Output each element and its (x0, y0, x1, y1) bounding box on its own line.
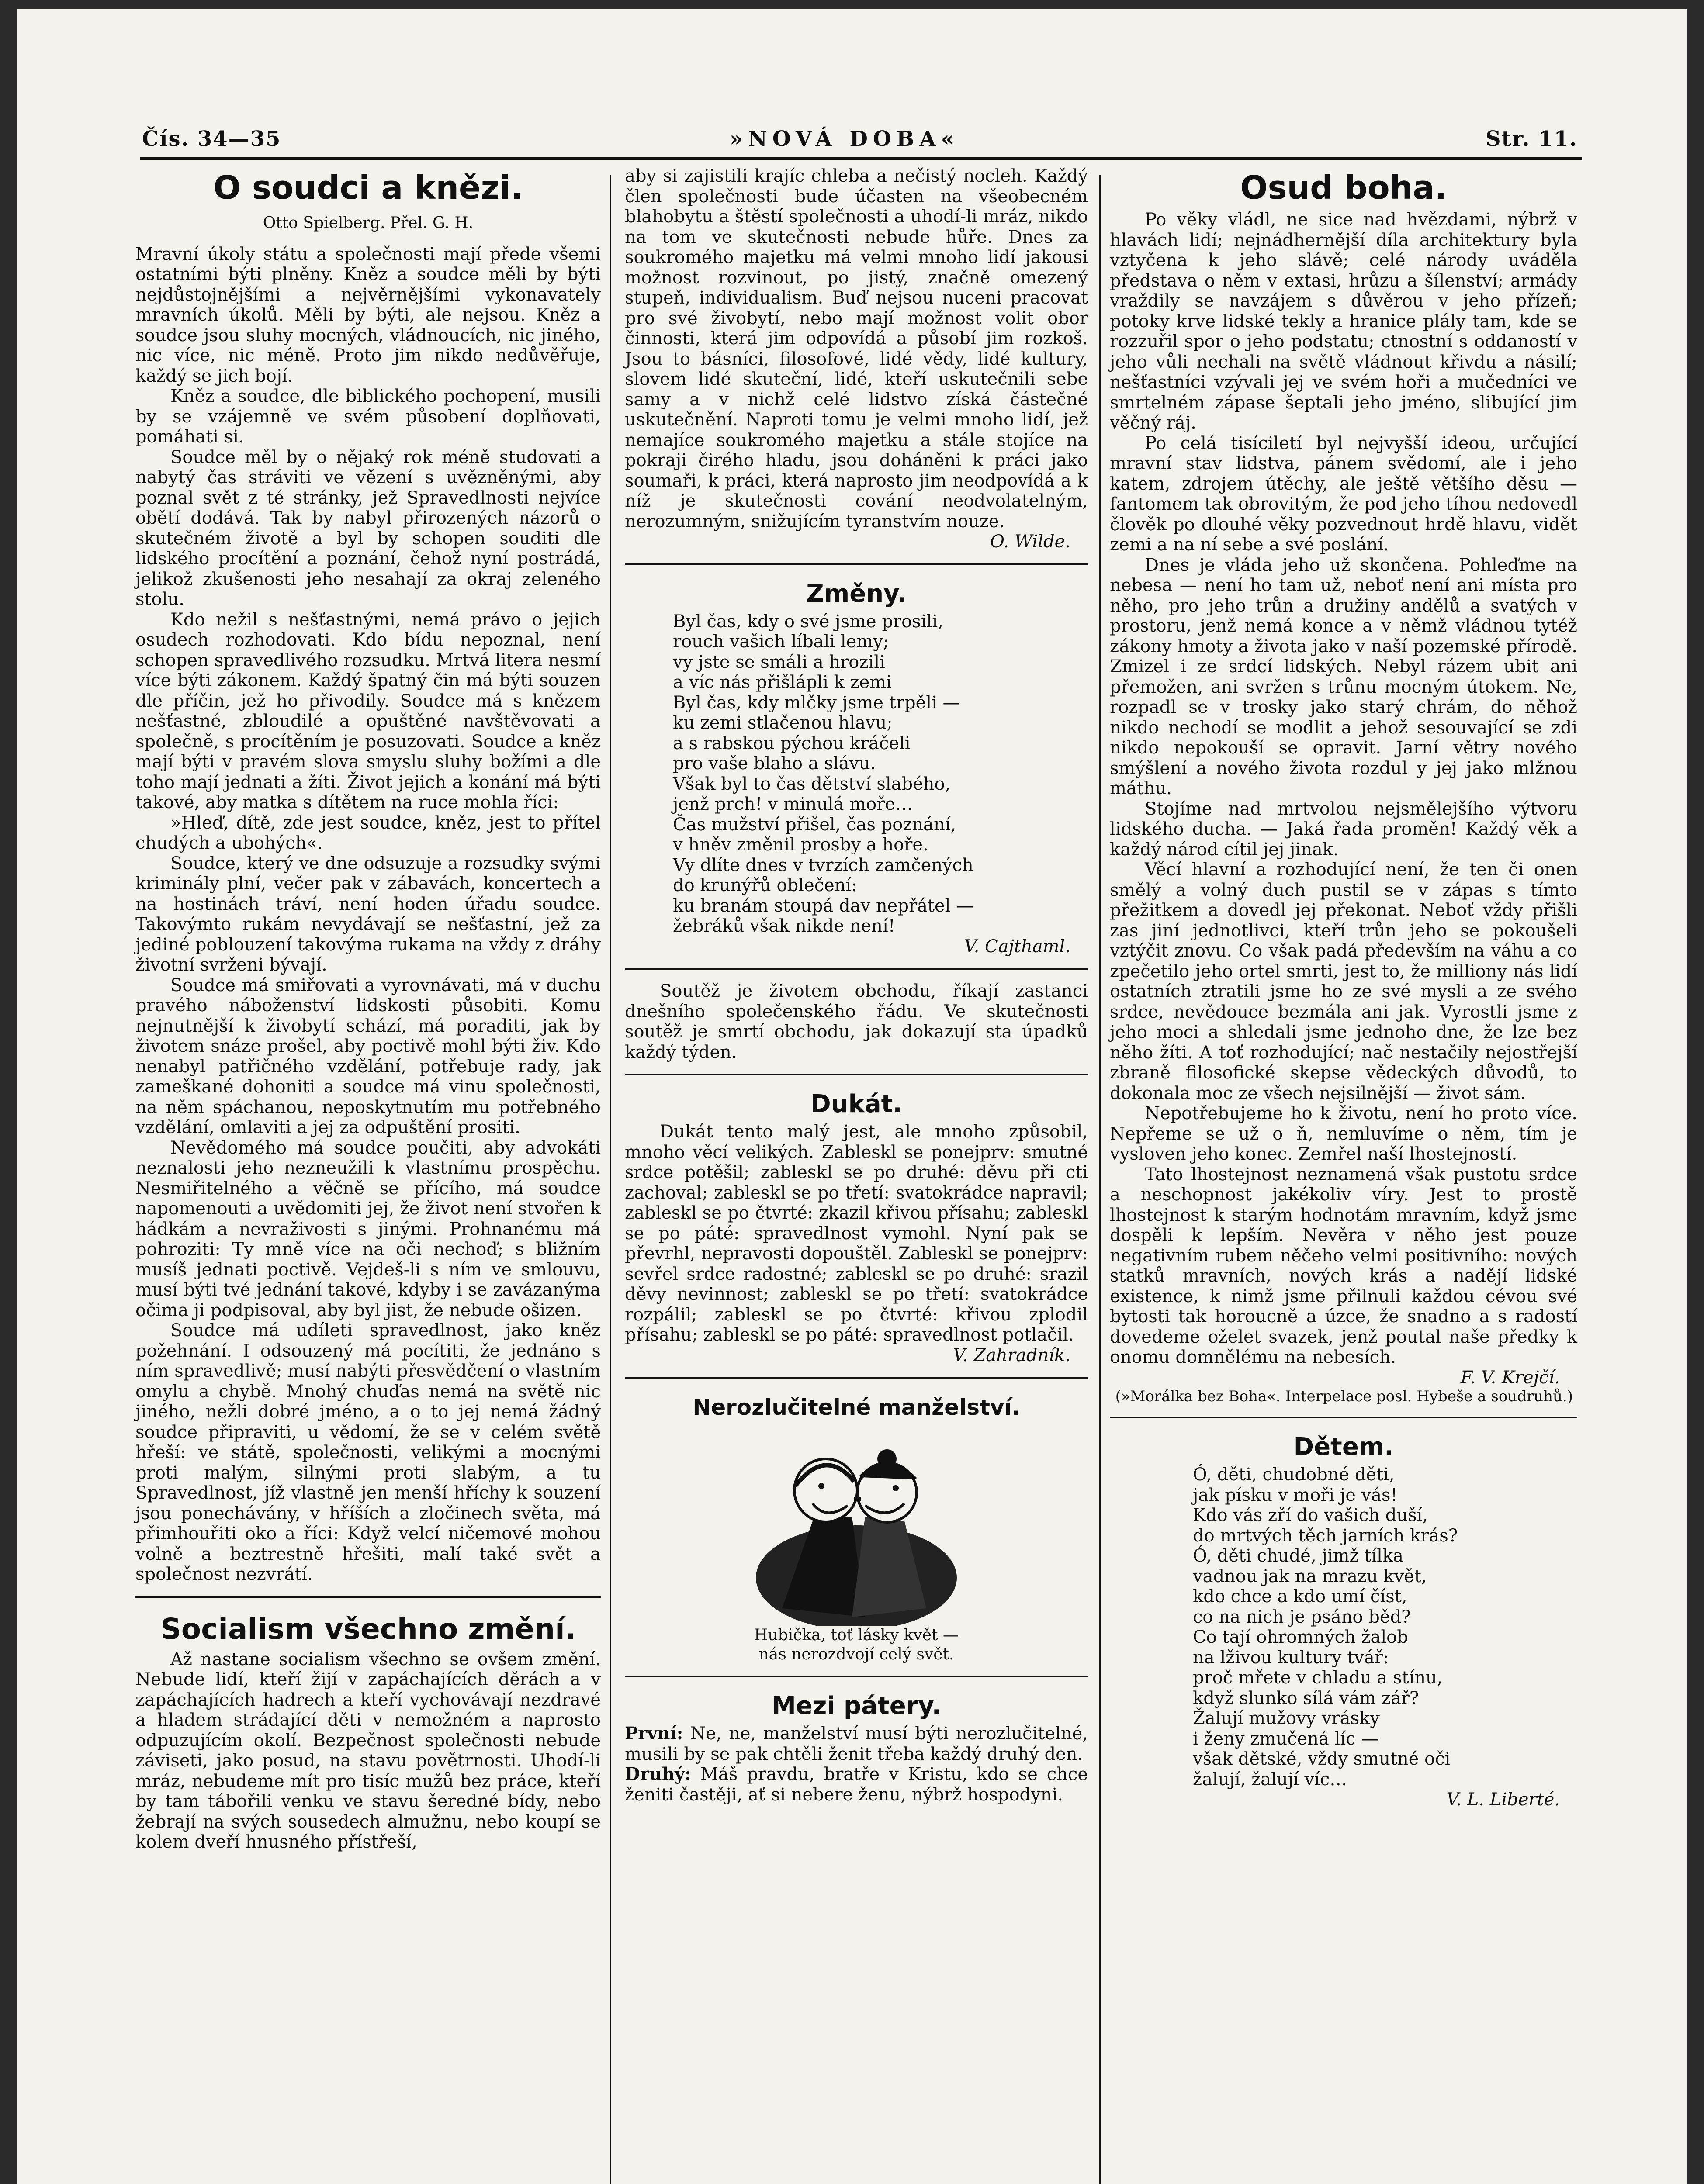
cartoon-title: Nerozlučitelné manželství. (693, 1395, 1020, 1420)
article-title-patery: Mezi pátery. (772, 1692, 941, 1720)
paragraph: Nevědomého má soudce poučiti, aby advokáti neznalosti jeho nezneužili k vlastnímu prospěchu. Nesmiřitelného a věčně se přícího, má soudce napomenouti a uvědomiti jej, že život není stvořen k hádkám a nevraživosti s jinými. Prohnanému má pohroziti: Ty mně více na oči nechoď; s bližním musíš jednati poctivě. Vejdeš-li s ním ve smlouvu, musí býti tvé jednání takové, kdyby i se zavázanýma očima ji podpisoval, aby byl jist, že nebude ošizen. (135, 1137, 601, 1320)
poem-stanza: Vy dlíte dnes v tvrzích zamčených do krunýřů oblečení: ku branám stoupá dav nepřátel — žebráků však nikde není! (673, 855, 974, 936)
column-3 (1110, 166, 1577, 1810)
article-title-dukat: Dukát. (810, 1090, 902, 1118)
dialogue-line (625, 1764, 1088, 1805)
paragraph: Soudce má udíleti spravedlnost, jako kněz požehnání. I odsouzený má pocítiti, že jednáno s ním spravedlivě; musí nabýti přesvědčení o vlastním omylu a chybě. Mnohý chuďas nemá na světě nic jiného, nežli dobré jméno, a o to jej nemá žádný soudce připraviti, u vědomí, že se v celém světě hřeší: ve státě, společnosti, velikými a mocnými proti malým, silnými proti slabým, a tu Spravedlnost, jíž vlastně jen menší hříchy k souzení jsou ponechávány, v hříších a zločinech světa, má přimhouřiti oko a říci: Když velcí ničemové mohou volně a beztrestně hřešiti, malí také svět a společnost nezvrátí. (135, 1320, 601, 1584)
signature: V. L. Liberté. (1446, 1790, 1560, 1810)
paragraph-continuation: aby si zajistili krajíc chleba a nečistý nocleh. Každý člen společnosti bude účasten na všeobecném blahobytu a štěstí společnosti a uhodí-li mráz, nikdo na tom ve skutečnosti nebude hůře. Dnes za soukromého majetku má velmi mnoho lidí jakousi možnost rozvinout, po jistý, značně omezený stupeň, individualism. Buď nejsou nuceni pracovat pro své živobytí, nebo mají možnost volit obor činnosti, která jim odpovídá a působí jim rozkoš. Jsou to básníci, filosofové, lidé vědy, lidé kultury, slovem lidé skuteční, lidé, kteří uskutečnili sebe samy a v nichž celé lidstvo získá částečné uskutečnění. Naproti tomu je velmi mnoho lidí, jež nemajíce soukromého majetku a stále stojíce na pokraji čirého hladu, jsou doháněni k práci jako soumaři, k práci, která naprosto jim neodpovídá a k níž je skutečnosti cování neodvolatelným, nerozumným, snižujícím tyranstvím nouze. (625, 166, 1088, 532)
poem-stanza: Byl čas, kdy o své jsme prosili, rouch vašich líbali lemy; vy jste se smáli a hrozili a víc nás přišlápli k zemi (673, 611, 943, 692)
article-separator (625, 1676, 1088, 1677)
article-separator (625, 563, 1088, 565)
newspaper-title: »NOVÁ DOBA« (730, 127, 959, 151)
cartoon-illustration (682, 1434, 1031, 1626)
poem-title-zmeny: Změny. (806, 579, 907, 608)
article-title-soudci: O soudci a knězi. (213, 169, 523, 207)
poem-stanza: Však byl to čas dětství slabého, jenž prch! v minulá moře… Čas mužství přišel, čas poznání, v hněv změnil prosby a hoře. (673, 774, 956, 855)
dialogue-text: Máš pravdu, bratře v Kristu, kdo se chce ženiti častěji, ať si nebere ženu, nýbrž hospodyni. (625, 1764, 1088, 1805)
speaker: Druhý: (625, 1764, 691, 1784)
source-note: (»Morálka bez Boha«. Interpelace posl. Hybeše a soudruhů.) (1115, 1388, 1573, 1405)
poem-stanza: Žalují mužovy vrásky i ženy zmučená líc — však dětské, vždy smutné oči žalují, žalují víc… (1193, 1708, 1451, 1790)
poem-title-detem: Dětem. (1293, 1433, 1394, 1461)
paragraph: »Hleď, dítě, zde jest soudce, kněz, jest to přítel chudých a ubohých«. (135, 812, 601, 853)
article-title-socialism: Socialism všechno změní. (160, 1612, 576, 1646)
signature: V. Cajthaml. (964, 936, 1070, 957)
paragraph: Soudce má smiřovati a vyrovnávati, má v duchu pravého náboženství lidskosti působiti. Komu nejnutnější k živobytí schází, má poraditi, jak by životem snáze prošel, aby poctivě mohl býti živ. Kdo nenabyl patřičného vzdělání, potřebuje rady, jak zameškané dohoniti a soudce má vinu společnosti, na něm spáchanou, neposkytnutím mu potřebného vzdělání, omlaviti a jej za odpuštění prositi. (135, 975, 601, 1137)
paragraph: Soudce měl by o nějaký rok méně studovati a nabytý čas stráviti ve vězení s uvězněnými, aby poznal svět z té stránky, jež Spravedlnosti nejvíce obětí dodává. Tak by nabyl přirozených názorů o skutečném životě a byl by schopen souditi dle lidského procítění a poznání, čehož nyní postrádá, jelikož zkušenosti jeho nesahají za okraj zeleného stolu. (135, 447, 601, 609)
header-rule (140, 157, 1582, 160)
article-title-osud: Osud boha. (1240, 169, 1447, 207)
cartoon-caption: Hubička, toť lásky květ — nás nerozdvojí celý svět. (754, 1626, 959, 1663)
paragraph: Kdo nežil s nešťastnými, nemá právo o jejich osudech rozhodovati. Kdo bídu nepoznal, není schopen spravedlivého rozsudku. Mrtvá litera nesmí více býti zákonem. Každý špatný čin má býti souzen dle příčin, jež ho přivodily. Soudce má s knězem nešťastné, zbloudilé a opuštěné navštěvovati a společně, s procítěním je posuzovati. Soudce a kněz mají býti v pravém slova smyslu sluhy božími a dle toho mají jednati a žíti. Život jejich a konání má býti takové, aby matka s dítětem na ruce mohla říci: (135, 609, 601, 812)
column-1 (135, 166, 601, 1852)
paragraph: Dukát tento malý jest, ale mnoho způsobil, mnoho věcí velikých. Zableskl se ponejprv: smutné srdce potěšil; zableskl se po druhé: děvu při cti zachoval; zableskl se po třetí: svatokrádce napravil; zableskl se po čtvrté: zkazil křivou přísahu; zableskl se po páté: spravedlnost vymohl. Nyní pak se převrhl, nepravosti dopouštěl. Zableskl se ponejprv: sevřel srdce radostné; zableskl se po druhé: srazil děvy nevinnost; zableskl se po třetí: svatokrádce rozpálil; zableskl se po čtvrté: křivou zplodil přísahu; zableskl se po páté: spravedlnost potlačil. (625, 1122, 1088, 1345)
column-rule-2 (1099, 175, 1101, 2184)
paragraph: Soudce, který ve dne odsuzuje a rozsudky svými kriminály plní, večer pak v zábavách, koncertech a na hostinách tráví, není hoden úřadu soudce. Takovýmto rukám nevydávají se nešťastní, jež za jediné poblouzení takovýma rukama na vždy z dráhy životní svrženi bývají. (135, 853, 601, 975)
article-separator (625, 1074, 1088, 1075)
column-rule-1 (610, 175, 611, 2184)
article-separator (625, 968, 1088, 970)
paragraph: Kněz a soudce, dle biblického pochopení, musili by se vzájemně ve svém působení doplňovati, pomáhati si. (135, 386, 601, 447)
poem-zmeny (625, 612, 1088, 936)
signature: O. Wilde. (990, 532, 1070, 552)
paragraph: Po věky vládl, ne sice nad hvězdami, nýbrž v hlavách lidí; nejnádhernější díla architektury byla vztyčena k jeho slávě; celé národy uváděla představa o něm v extasi, hrůzu a šílenství; armády vraždily se navzájem s důvěrou v jeho přízeň; potoky krve lidské tekly a hranice plály tam, kde se rozzuřil spor o jeho podstatu; ctnostní s oddaností v jeho vůli nechali na světě vládnout křivdu a násilí; nešťastníci vzývali jej ve svém hoři a mučedníci ve smrtelném zápase šeptali jeho jméno, slibující jim věčný ráj. (1110, 210, 1577, 433)
paragraph: Tato lhostejnost neznamená však pustotu srdce a neschopnost jakékoliv víry. Jest to prostě lhostejnost k starým hodnotám mravním, když jsme dospěli k lepším. Nevěra v něho jest pouze negativním rubem něčeho velmi positivního: nových statků mravních, nových krás a nadějí lidské existence, k nimž jsme přilnuli každou cévou své bytosti tak horoucně a úzce, že snadno a s radostí dovedeme oželet svazek, jenž poutal naše předky k onomu domnělému na nebesích. (1110, 1164, 1577, 1367)
dialogue-text: Ne, ne, manželství musí býti nerozlučitelné, musili by se pak chtěli ženit třeba každý druhý den. (625, 1724, 1088, 1764)
article-byline: Otto Spielberg. Přel. G. H. (263, 214, 474, 232)
page-number: Str. 11. (1486, 127, 1578, 151)
issue-number: Čís. 34—35 (142, 127, 281, 151)
poem-stanza: Co tají ohromných žalob na lživou kultury tvář: proč mřete v chladu a stínu, když slunko sílá vám zář? (1193, 1627, 1443, 1708)
article-separator (1110, 1417, 1577, 1418)
signature: F. V. Krejčí. (1460, 1367, 1560, 1388)
paragraph: Stojíme nad mrtvolou nejsmělejšího výtvoru lidského ducha. — Jaká řada proměn! Každý věk a každý národ cítil jej jinak. (1110, 798, 1577, 860)
paragraph: Dnes je vláda jeho už skončena. Pohleďme na nebesa — není ho tam už, neboť není ani místa pro něho, pro jeho trůn a družiny andělů a svatých v prostoru, jenž nemá konce a v němž vládnou tytéž zákony hmoty a života jako v naší pozemské přírodě. Zmizel i ze srdcí lidských. Nebyl rázem ubit ani přemožen, ani svržen s trůnu mocným útokem. Ne, rozpadl se v trosky jako starý chrám, do něhož nikdo nechodí se modlit a jehož sesouvající se zdi nikdo nepokouší se opravit. Jarní větry nového smýšlení a nového života rozdul y jej jako mlžnou máthu. (1110, 555, 1577, 798)
speaker: První: (625, 1723, 683, 1744)
poem-detem (1110, 1465, 1577, 1790)
column-2 (625, 166, 1088, 1805)
article-separator (135, 1596, 601, 1598)
paragraph: Až nastane socialism všechno se ovšem změní. Nebude lidí, kteří žijí v zapáchajících děrách a v zapáchajících hadrech a kteří vychovávají nezdravé a hladem strádající děti v nemožném a naprosto odpuzujícím okolí. Bezpečnost společnosti nebude záviseti, jako posud, na stavu povětrnosti. Uhodí-li mráz, nebudeme mít pro tisíc mužů bez práce, kteří by tam tábořili venku ve stavu šeredné bídy, nebo žebrají na svých sousedech almužnu, nebo koupí se kolem dveří hnusného přístřeší, (135, 1649, 601, 1852)
poem-stanza: Ó, děti chudé, jimž tílka vadnou jak na mrazu květ, kdo chce a kdo umí číst, co na nich je psáno běd? (1193, 1546, 1427, 1627)
newspaper-page (17, 9, 1687, 2184)
dialogue-line (625, 1724, 1088, 1764)
paragraph: Soutěž je životem obchodu, říkají zastanci dnešního společenského řádu. Ve skutečnosti soutěž je smrtí obchodu, jak dokazují sta úpadků každý týden. (625, 981, 1088, 1062)
paragraph: Věcí hlavní a rozhodující není, že ten či onen smělý a volný duch pustil se v zápas s tímto přežitkem a dovedl jej překonat. Neboť vždy přišli zas jiní jednotlivci, kteří trůn jeho se pokoušeli vztýčit znovu. Co však padá především na váhu a co zpečetilo jeho ortel smrti, jest to, že milliony nás lidí ostatních ztratili jsme ho ze své mysli a ze svého srdce, nevědouce bezmála ani jak. Vyrostli jsme z jeho moci a shledali jsme jednoho dne, že lze bez něho žíti. A toť rozhodující; nač nestačily nejostřejší zbraně filosofické skepse vědeckých důvodů, to dokonala moc ze všech nejsilnější — život sám. (1110, 860, 1577, 1103)
signature: V. Zahradník. (953, 1345, 1070, 1365)
paragraph: Po celá tisíciletí byl nejvyšší ideou, určující mravní stav lidstva, pánem svědomí, ale i jeho katem, zdrojem útěchy, ale ještě většího děsu — fantomem tak obrovitým, že pod jeho tíhou nedovedl člověk po dlouhé věky pozvednout hrdě hlavu, vidět zemi a na ní sebe a své poslání. (1110, 433, 1577, 555)
poem-stanza: Byl čas, kdy mlčky jsme trpěli — ku zemi stlačenou hlavu; a s rabskou pýchou kráčeli pro vaše blaho a slávu. (673, 692, 960, 774)
article-separator (625, 1377, 1088, 1379)
poem-stanza: Ó, děti, chudobné děti, jak písku v moři je vás! Kdo vás zří do vašich duší, do mrtvých těch jarních krás? (1193, 1465, 1458, 1546)
paragraph: Mravní úkoly státu a společnosti mají přede všemi ostatními býti plněny. Kněz a soudce měli by býti nejdůstojnějšími a nejvěrnějšími vykonavately mravních úkolů. Měli by býti, ale nejsou. Kněz a soudce jsou sluhy mocných, vládnoucích, nic jiného, nic více, nic méně. Proto jim nikdo nedůvěřuje, každý se jich bojí. (135, 244, 601, 386)
paragraph: Nepotřebujeme ho k životu, není ho proto více. Nepřeme se už o ň, nemluvíme o něm, tím je vysloven jeho konec. Zemřel naší lhostejností. (1110, 1103, 1577, 1164)
